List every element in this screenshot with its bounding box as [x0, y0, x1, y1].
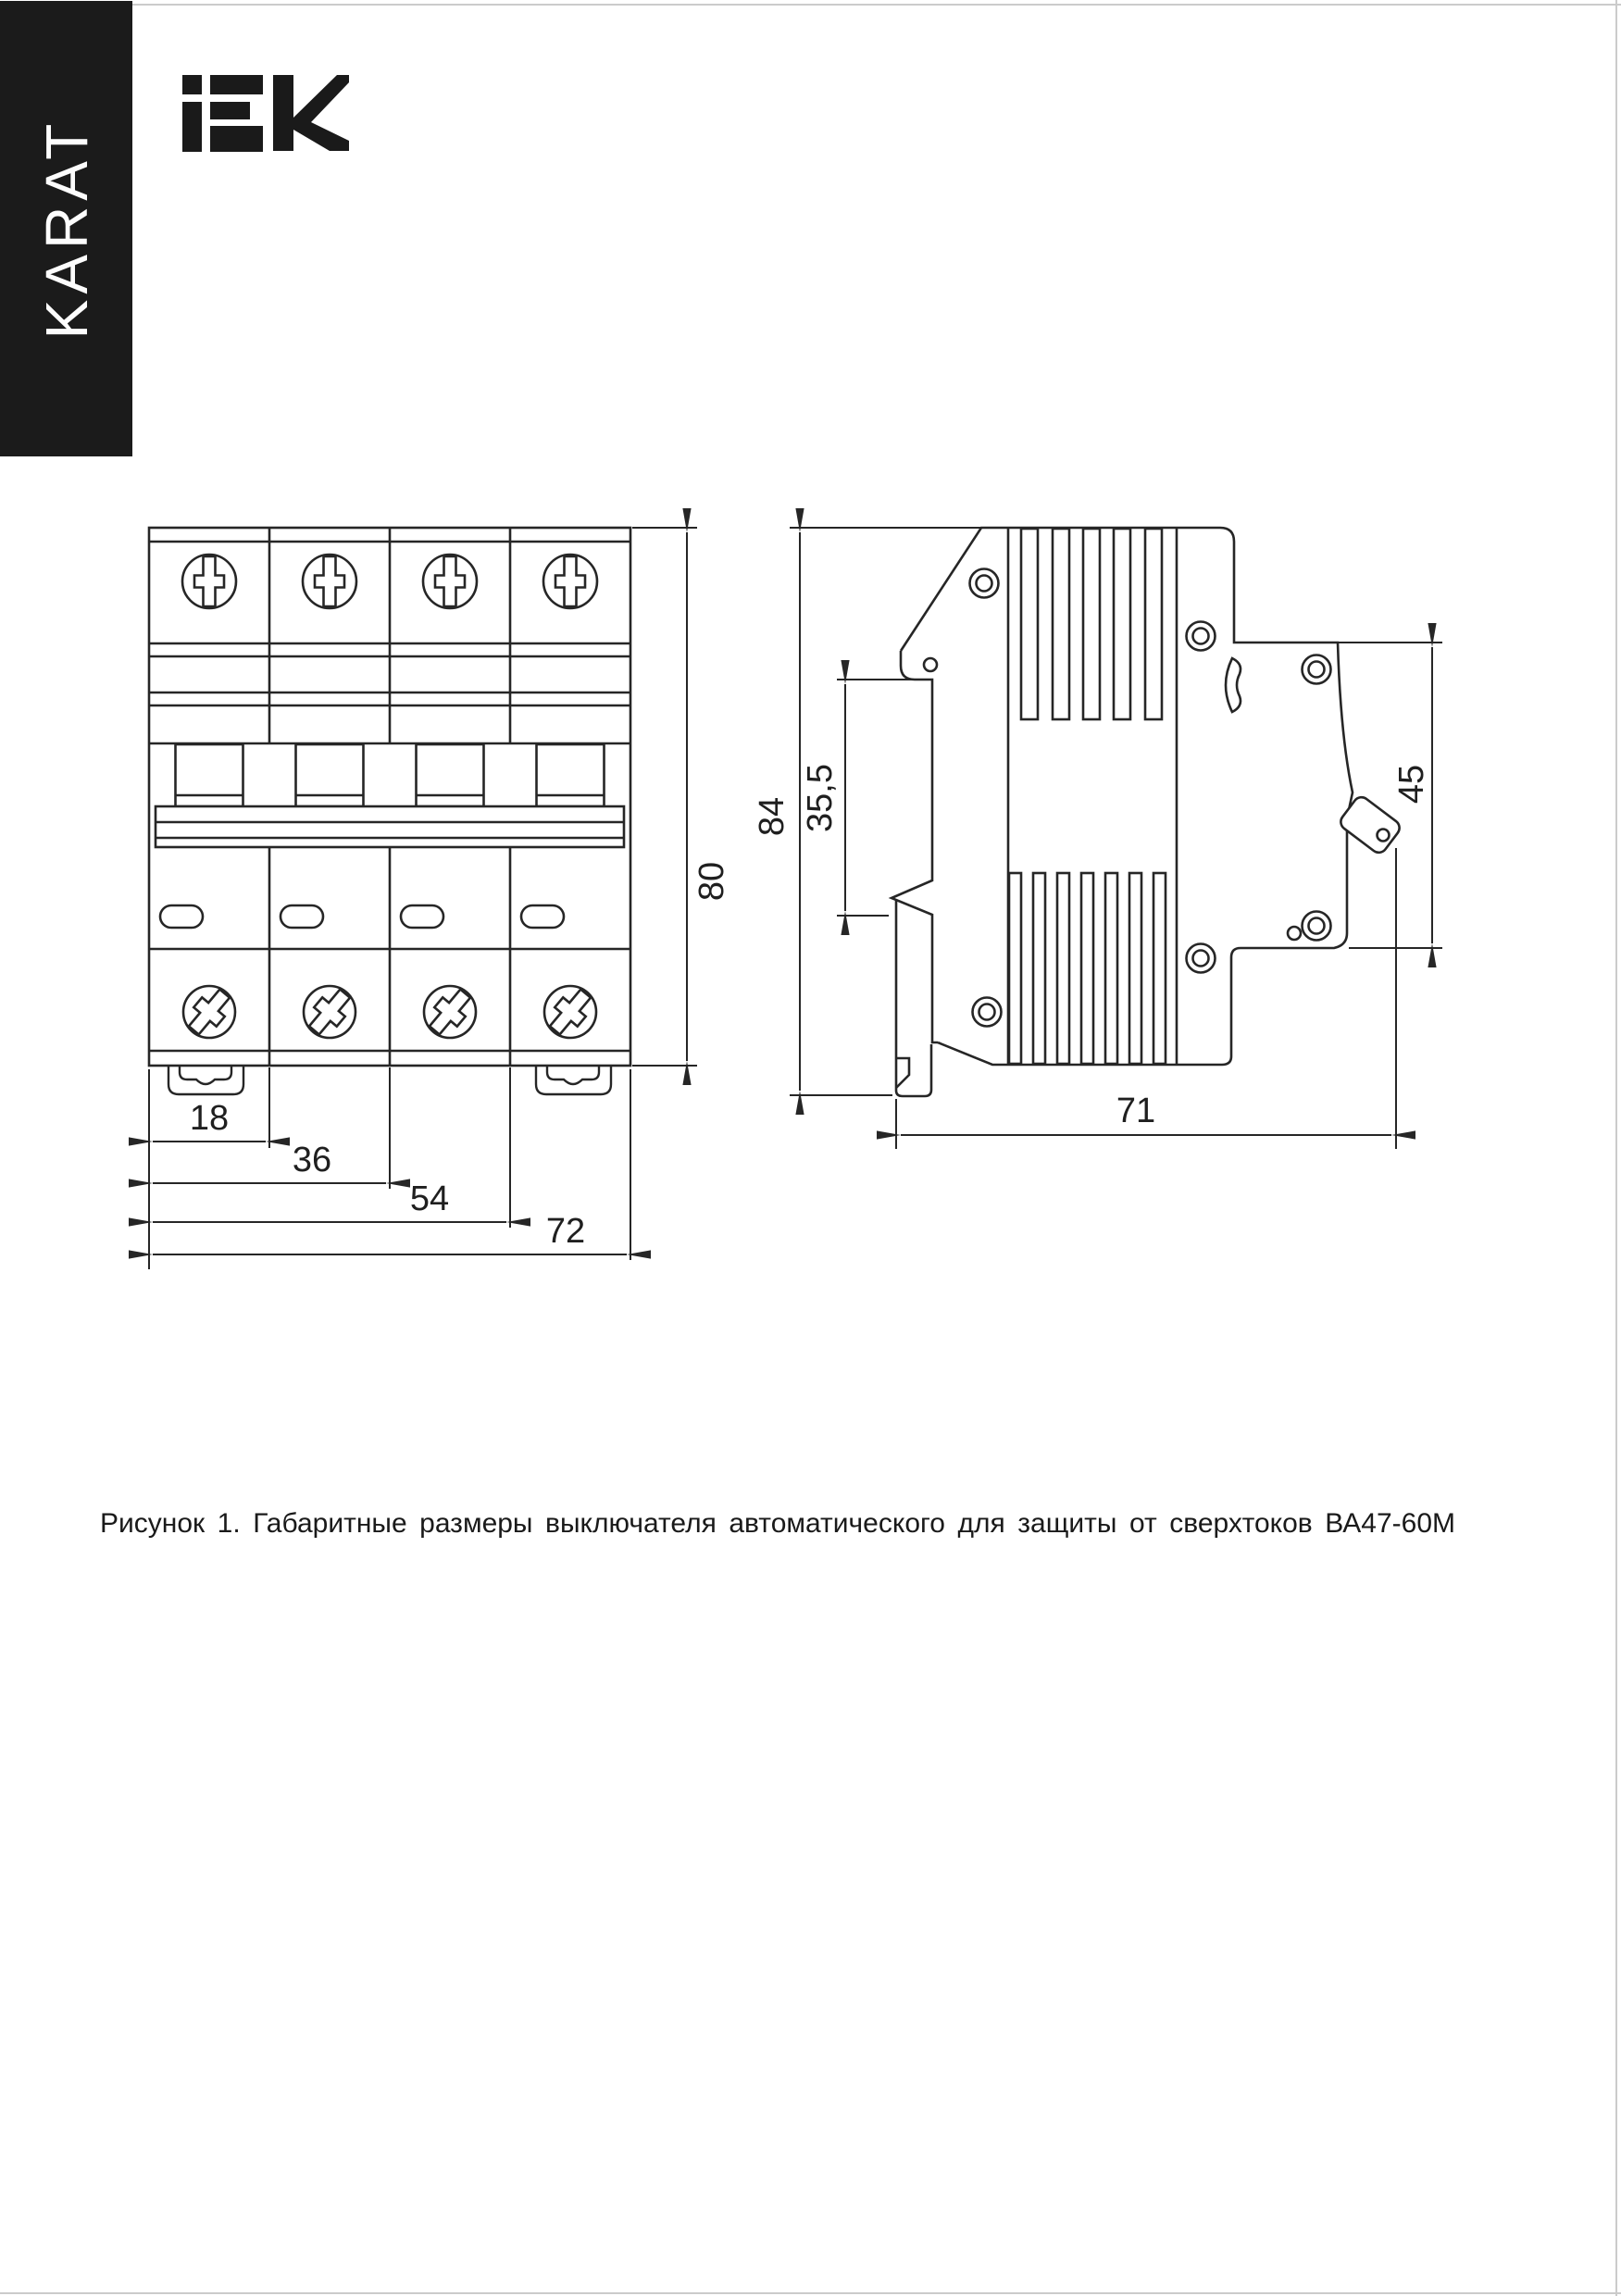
dim-label-36: 36 — [292, 1141, 332, 1179]
dim-label-54: 54 — [409, 1179, 450, 1218]
karat-banner-label: KARAT — [32, 118, 100, 340]
dim-label-80: 80 — [692, 861, 731, 902]
dim-label-45: 45 — [1392, 764, 1431, 805]
side-view-drawing — [892, 528, 1403, 1096]
figure-caption: Рисунок 1. Габаритные размеры выключателя автоматического для защиты от сверхтоков ВА47-60М — [100, 1508, 1455, 1539]
dim-label-18: 18 — [189, 1099, 230, 1138]
front-view-dimensions — [149, 528, 697, 1269]
dim-label-35-5: 35,5 — [801, 764, 840, 832]
dim-label-71: 71 — [1116, 1092, 1156, 1130]
side-view-dimensions — [790, 528, 1442, 1149]
dim-label-72: 72 — [545, 1212, 586, 1251]
rivet-circles — [924, 569, 1331, 1027]
dim-label-84: 84 — [753, 796, 792, 837]
front-view-drawing — [149, 528, 630, 1094]
